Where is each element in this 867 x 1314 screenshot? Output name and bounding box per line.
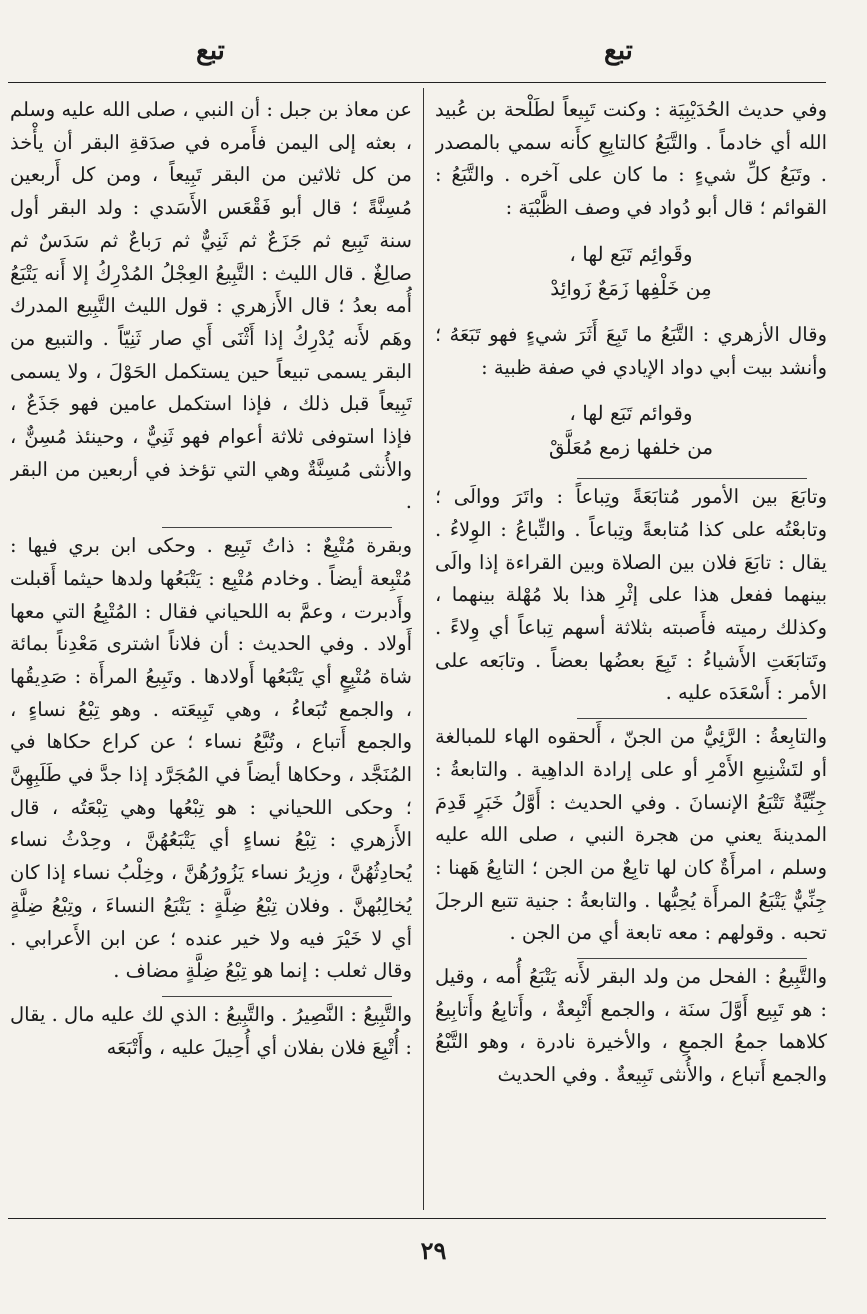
left-paragraph-1: عن معاذ بن جبل : أن النبي ، صلى الله عليه وسلم ، بعثه إلى اليمن فأَمره في صدَقةِ البقر أن يأْخذ من كل ثلاثين من البقر تَبِيعاً ، ومن كل أَربعين مُسِنَّةً ؛ قال أبو فَقْعَس الأَسَدي : ولد البقر أول سنة تَبِيع ثم جَزَعٌ ثم ثَنِيٌّ ثم رَباعٌ ثم سَدَسٌ ثم صالِغٌ . قال الليث : التَّبِيعُ العِجْلُ المُدْرِكُ إلا أَنه يَتْبَعُ أُمه بعدُ ؛ قال الأَزهري : قول الليث التَّبِيع المدرك وهَم لأَنه يُدْرِكُ إذا أَثْنَى أَي صار ثَنِيّاً . والتبيع من البقر يسمى تبيعاً حين يستكمل الحَوْلَ ، ولا يسمى تَبِيعاً قبل ذلك ، فإذا استكمل عامين فهو جَذَعٌ ، فإذا استوفى ثلاثة أعوام فهو ثَنِيٌّ ، وحينئذ مُسِنٌّ ، والأُنثى مُسِنَّةٌ وهي التي تؤخذ في أربعين من البقر .: [10, 98, 412, 514]
verse-2-line-1: وقوائم تَبَع لها ،: [569, 401, 693, 426]
section-separator: [162, 996, 392, 997]
left-headword: تبع: [196, 36, 225, 66]
right-paragraph-5: والتَّبِيعُ : الفحل من ولد البقر لأَنه يَتْبَعُ أُمه ، وقيل : هو تَبِيع أَوَّلَ سنَة ، والجمع أَتْبِعةٌ ، وأَتابِعُ وأَتابِيعُ كلاهما جمعُ الجمعِ ، والأخيرة نادرة ، وهو التَّبْعُ والجمع أَتباع ، والأُنثى تَبِيعةٌ . وفي الحديث: [435, 965, 827, 1087]
verse-2: [435, 396, 827, 464]
verse-1-line-1: وقَوائِم تَبَع لها ،: [569, 241, 693, 266]
verse-1: [435, 237, 827, 305]
right-column: [435, 94, 827, 1210]
verse-2-line-2: من خلفها زمع مُعَلَّقْ: [548, 435, 714, 460]
right-paragraph-3: وتابَعَ بين الأمور مُتابَعَةً وتِباعاً : واتَرَ ووالَى ؛ وتابعْتُه على كذا مُتابعةً وتِباعاً . والتِّباعُ : الوِلاءُ . يقال : تابَعَ فلان بين الصلاة وبين القراءة إذا والَى بينهما ففعل هذا على إثْرِ هذا بلا مُهْلة بينهما ، وكذلك رميته فأَصبته بثلاثة أسهم تِباعاً أي وِلاءً . وتَتابَعَتِ الأَشياءُ : تَبِعَ بعضُها بعضاً . وتابَعه على الأمر : أَسْعَدَه عليه .: [435, 485, 827, 705]
bottom-rule: [8, 1218, 826, 1219]
right-paragraph-2: وقال الأزهري : التَّبَعُ ما تَبِعَ أَثَرَ شيءٍ فهو تَبَعَهُ ؛ وأنشد بيت أبي دواد الإيادي في صفة ظبية :: [435, 322, 827, 379]
section-separator: [577, 718, 807, 719]
section-separator: [577, 478, 807, 479]
right-headword: تبع: [604, 36, 633, 66]
page-number: ٢٩: [420, 1236, 447, 1265]
section-separator: [162, 527, 392, 528]
left-paragraph-2: وبقرة مُتْبِعٌ : ذاتُ تَبِيع . وحكى ابن بري فيها : مُتْبِعة أيضاً . وخادم مُتْبِع : يَتْبَعُها ولدها حيثما أَقبلت وأَدبرت ، وعمَّ به اللحياني فقال : المُتْبِعُ التي معها أَولاد . وفي الحديث : أن فلاناً اشترى مَعْدِناً بمائة شاة مُتْبِعٍ أي يَتْبَعُها أَولادها . وتَبِيعُ المرأَة : صَدِيقُها ، والجمع تُبَعاءُ ، وهي تَبِيعَته . وهو تِبْعُ نساءٍ ، والجمع أَتباع ، وتُبَّعُ نساء ؛ عن كراع حكاها في المُنَجَّد ، وحكاها أيضاً في المُجَرَّد إذا جدَّ في طَلَبِهِنَّ ؛ وحكى اللحياني : هو تِبْعُها وهي تِبْعَتُه ، قال الأَزهري : تِبْعُ نساءٍ أي يَتْبَعُهُنَّ ، وحِدْثُ نساء يُحادِثُهُنَّ ، وزِيرُ نساء يَزُورُهُنَّ ، وخِلْبُ نساء إذا كان يُخالِبُهنَّ . وفلان تِبْعُ ضِلَّةٍ : يَتْبَعُ النساءَ ، وتِبْعُ ضِلَّةٍ أي لا خَيْرَ فيه ولا خير عنده ؛ عن ابن الأَعرابي . وقال ثعلب : إنما هو تِبْعُ ضِلَّةٍ مضاف .: [10, 534, 412, 983]
left-column: [10, 94, 412, 1210]
column-divider: [423, 88, 424, 1210]
left-paragraph-3: والتَّبِيعُ : النَّصِيرُ . والتَّبِيعُ : الذي لك عليه مال . يقال : أُتْبِعَ فلان بفلان أي أُحِيلَ عليه ، وأَتْبَعَه: [10, 1002, 412, 1059]
right-paragraph-1: وفي حديث الحُدَيْبِيَة : وكنت تَبِيعاً لطَلْحة بن عُبيد الله أي خادماً . والتَّبَعُ كالتابِعِ كأَنه سمي بالمصدر . وتَبَعُ كلِّ شيءٍ : ما كان على آخره . والتَّبَعُ : القوائم ؛ قال أبو دُواد في وصف الظَّبْيَة :: [435, 98, 827, 220]
section-separator: [577, 958, 807, 959]
verse-1-line-2: مِن خَلْفِها زَمَعٌ زَوائِدْ: [550, 275, 712, 300]
right-paragraph-4: والتابِعةُ : الرَّئِيُّ من الجنّ ، أَلحقوه الهاء للمبالغة أو لتَشْنِيعِ الأَمْرِ أو على إرادة الداهِية . والتابعةُ : جِنِّيَّةٌ تَتْبَعُ الإنسانَ . وفي الحديث : أَوَّلُ خَبَرٍ قَدِمَ المدينةَ يعني من هجرة النبي ، صلى الله عليه وسلم ، امرأَةٌ كان لها تابِعٌ من الجن ؛ التابِعُ هَهنا : جِنِّيٌّ يَتْبَعُ المرأَة يُحِبُّها . والتابعةُ : جنية تتبع الرجلَ تحبه . وقولهم : معه تابعة أي من الجن .: [435, 725, 827, 945]
top-rule: [8, 82, 826, 83]
